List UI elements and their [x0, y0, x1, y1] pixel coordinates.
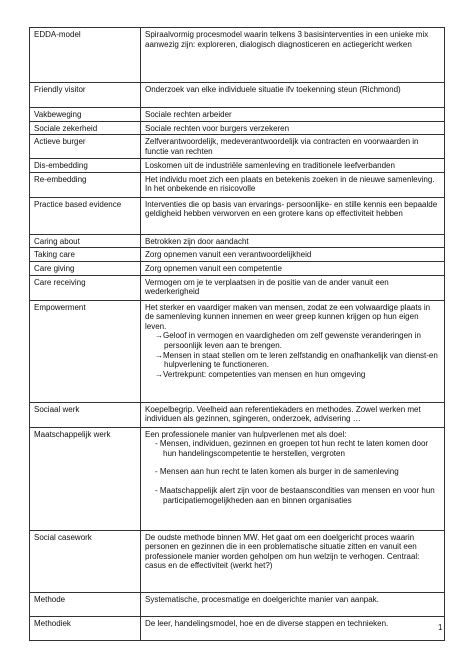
term-cell: Re-embedding — [30, 172, 141, 197]
term-cell: Sociale zekerheid — [30, 121, 141, 135]
term-cell: Social casework — [30, 530, 141, 592]
definition-cell: Spiraalvormig procesmodel waarin telkens 3 basisinterventies in een unieke mix aanwezig zijn: exploreren, dialogisch diagnosticeren en actiegericht werken — [141, 28, 445, 83]
term-cell: Empowerment — [30, 300, 141, 402]
definition-cell — [141, 427, 445, 530]
definition-cell: De oudste methode binnen MW. Het gaat om een doelgericht proces waarin personen en gezinnen die in een problematische situatie zitten en vanuit een professionele manier worden geholpen om hun welzijn te verhogen. Centraal: casus en de effectiviteit (werkt het?) — [141, 530, 445, 592]
bullet-item: - Maatschappelijk alert zijn voor de bestaanscondities van mensen en voor hun participatiemogelijkheden aan en binnen organisaties — [155, 485, 435, 505]
table-row — [30, 121, 445, 135]
spacer — [145, 477, 441, 486]
definition-cell: Interventies die op basis van ervarings- persoonlijke- en stille kennis een bepaalde geldigheid hebben verworven en een grotere kans op effectiviteit hebben — [141, 197, 445, 234]
table-row — [30, 172, 445, 197]
arrow-icon: → — [155, 350, 163, 360]
arrow-icon: → — [155, 331, 163, 341]
definition-cell: Betrokken zijn door aandacht — [141, 234, 445, 248]
table-row — [30, 108, 445, 122]
definition-cell — [141, 300, 445, 402]
term-cell: Methode — [30, 592, 141, 616]
spacer — [145, 458, 441, 467]
page-number: 1 — [438, 623, 443, 632]
definition-cell: Sociale rechten voor burgers verzekeren — [141, 121, 445, 135]
table-row — [30, 530, 445, 592]
table-row — [30, 300, 445, 402]
term-cell: Sociaal werk — [30, 402, 141, 427]
definition-cell: Loskomen uit de industriële samenleving en traditionele leefverbanden — [141, 159, 445, 173]
definition-cell: Vermogen om je te verplaatsen in de positie van de ander vanuit een wederkerigheid — [141, 275, 445, 300]
term-cell: Methodiek — [30, 616, 141, 640]
bullet-text: Vertrekpunt: competenties van mensen en hun omgeving — [163, 369, 366, 379]
definition-cell: Zorg opnemen vanuit een verantwoordelijkheid — [141, 248, 445, 262]
bullet-item — [145, 351, 441, 370]
term-cell: Caring about — [30, 234, 141, 248]
table-row — [30, 592, 445, 616]
term-cell: Care giving — [30, 261, 141, 275]
glossary-table — [29, 27, 445, 641]
term-cell: Actieve burger — [30, 135, 141, 159]
term-cell: Dis-embedding — [30, 159, 141, 173]
definition-cell: Sociale rechten arbeider — [141, 108, 445, 122]
bullet-item — [145, 331, 441, 350]
table-row — [30, 28, 445, 83]
term-cell: Friendly visitor — [30, 83, 141, 108]
arrow-icon: → — [155, 369, 163, 379]
table-row — [30, 275, 445, 300]
term-cell: Maatschappelijk werk — [30, 427, 141, 530]
definition-cell: Koepelbegrip. Veelheid aan referentiekaders en methodes. Zowel werken met individuen als gezinnen, sgingeren, onderzoek, advisering … — [141, 402, 445, 427]
table-row — [30, 616, 445, 640]
table-row — [30, 83, 445, 108]
bullet-text: Geloof in vermogen en vaardigheden om zelf gewenste veranderingen in persoonlijk leven aan te brengen. — [163, 331, 421, 350]
term-cell: Care receiving — [30, 275, 141, 300]
table-row — [30, 261, 445, 275]
definition-text: Het sterker en vaardiger maken van mensen, zodat ze een volwaardige plaats in de samenleving kunnen innemen en weer greep kunnen krijgen op hun eigen leven. — [145, 302, 431, 331]
definition-cell: Zorg opnemen vanuit een competentie — [141, 261, 445, 275]
term-cell: EDDA-model — [30, 28, 141, 83]
term-cell: Taking care — [30, 248, 141, 262]
definition-cell: Zelfverantwoordelijk, medeverantwoordelijk via contracten en voorwaarden in functie van rechten — [141, 135, 445, 159]
bullet-text: Mensen in staat stellen om te leren zelfstandig en onafhankelijk van dienst-en hulpverlening te functioneren. — [163, 350, 438, 370]
table-row — [30, 427, 445, 530]
table-row — [30, 402, 445, 427]
table-row — [30, 135, 445, 159]
definition-cell: Het individu moet zich een plaats en betekenis zoeken in de nieuwe samenleving. In het onbekende en risicovolle — [141, 172, 445, 197]
term-cell: Practice based evidence — [30, 197, 141, 234]
definition-cell: De leer, handelingsmodel, hoe en de diverse stappen en technieken. — [141, 616, 445, 640]
definition-text: Een professionele manier van hulpverlenen met als doel: — [145, 429, 347, 439]
table-row — [30, 248, 445, 262]
bullet-item: - Mensen aan hun recht te laten komen als burger in de samenleving — [155, 467, 399, 477]
table-row — [30, 234, 445, 248]
bullet-item: - Mensen, individuen, gezinnen en groepen tot hun recht te laten komen door hun handelingscompetentie te herstellen, vergroten — [155, 439, 429, 458]
definition-cell: Onderzoek van elke individuele situatie ifv toekenning steun (Richmond) — [141, 83, 445, 108]
term-cell: Vakbeweging — [30, 108, 141, 122]
table-row — [30, 197, 445, 234]
bullet-item — [145, 370, 441, 380]
table-row — [30, 159, 445, 173]
definition-cell: Systematische, procesmatige en doelgerichte manier van aanpak. — [141, 592, 445, 616]
